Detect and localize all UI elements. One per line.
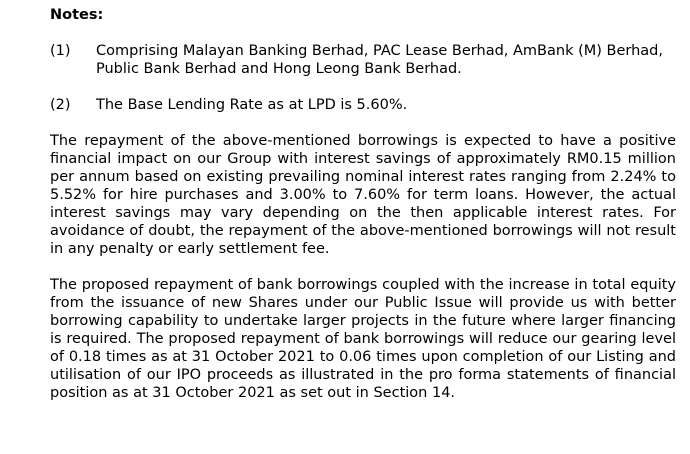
note-text: The Base Lending Rate as at LPD is 5.60%. bbox=[96, 97, 408, 113]
note-number: (2) bbox=[50, 97, 71, 113]
note-text: Comprising Malayan Banking Berhad, PAC Lease Berhad, AmBank (M) Berhad, Public Bank Berhad and Hong Leong Bank Berhad. bbox=[96, 43, 663, 77]
note-item-2 bbox=[50, 96, 676, 114]
note-number: (1) bbox=[50, 43, 71, 59]
body-paragraph-interest-savings: The repayment of the above-mentioned borrowings is expected to have a positive financial impact on our Group with interest savings of approximately RM0.15 million per annum based on existing prevailing nominal interest rates ranging from 2.24% to 5.52% for hire purchases and 3.00% to 7.60% for term loans. However, the actual interest savings may vary depending on the then applicable interest rates. For avoidance of doubt, the repayment of the above-mentioned borrowings will not result in any penalty or early settlement fee. bbox=[50, 133, 676, 257]
document-page bbox=[50, 6, 676, 402]
notes-heading: Notes: bbox=[50, 7, 104, 23]
note-item-1 bbox=[50, 42, 676, 78]
body-paragraph-gearing: The proposed repayment of bank borrowings coupled with the increase in total equity from the issuance of new Shares under our Public Issue will provide us with better borrowing capability to undertake larger projects in the future where larger financing is required. The proposed repayment of bank borrowings will reduce our gearing level of 0.18 times as at 31 October 2021 to 0.06 times upon completion of our Listing and utilisation of our IPO proceeds as illustrated in the pro forma statements of financial position as at 31 October 2021 as set out in Section 14. bbox=[50, 277, 676, 401]
